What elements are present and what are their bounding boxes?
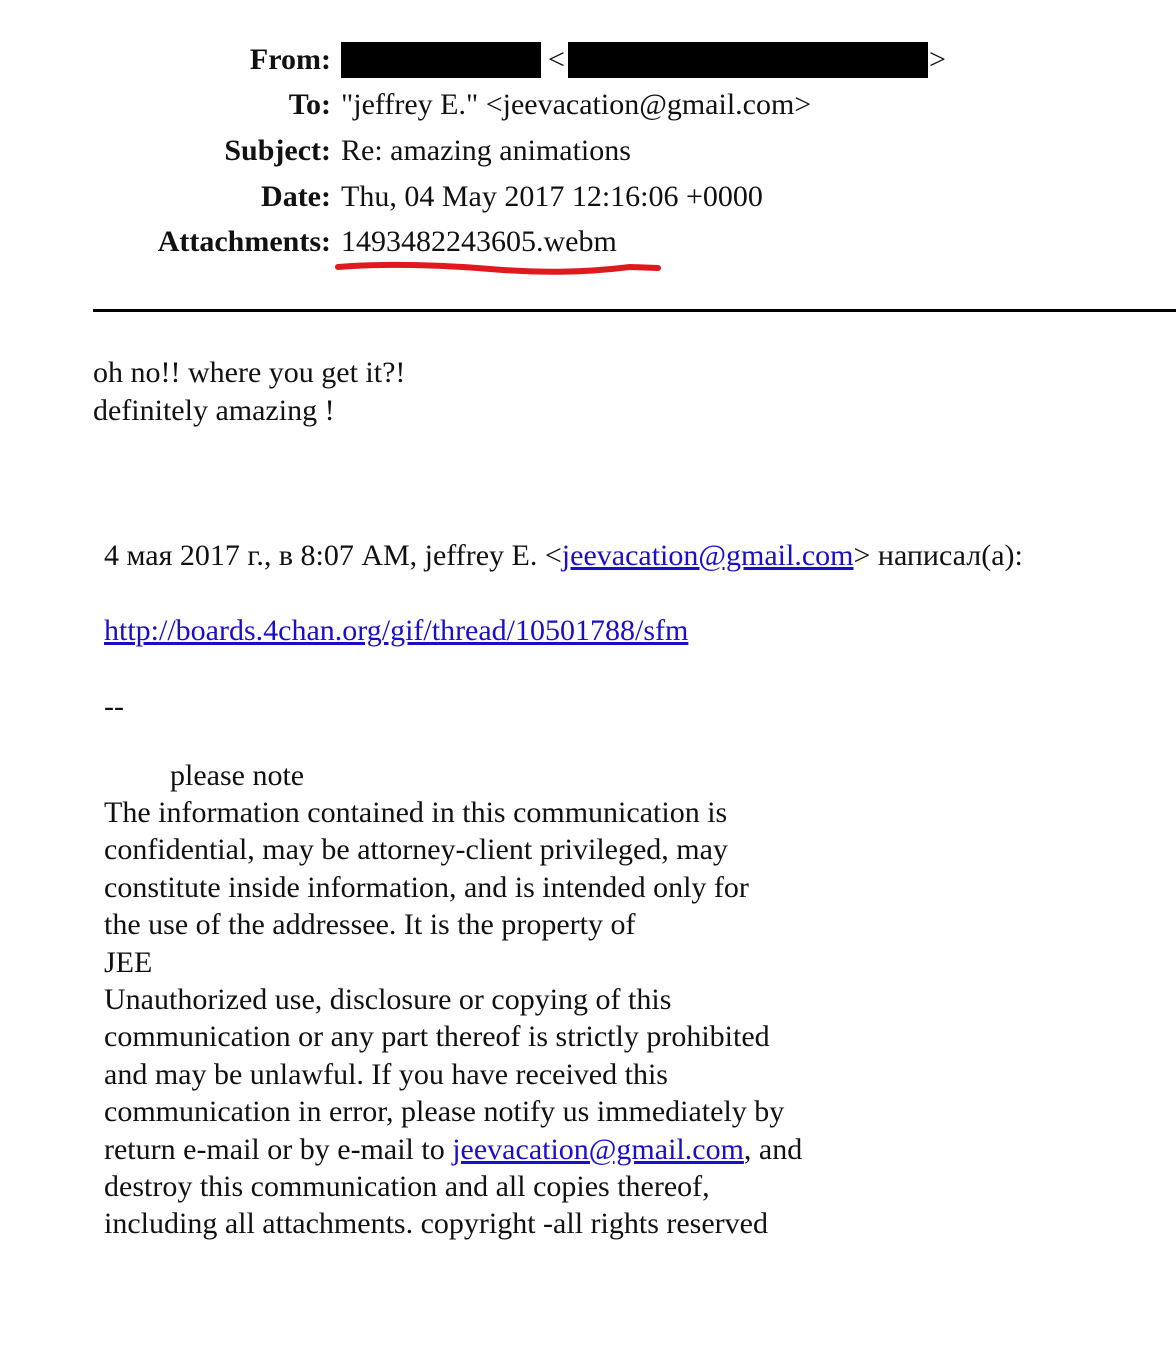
disclaimer-line: destroy this communication and all copies thereof, xyxy=(104,1170,710,1203)
disclaimer-line: the use of the addressee. It is the property of xyxy=(104,908,636,942)
red-underline-annotation xyxy=(330,255,670,285)
disclaimer-line: and may be unlawful. If you have received this xyxy=(104,1057,668,1091)
return-suffix: , and xyxy=(743,1132,803,1166)
redacted-sender-email xyxy=(568,42,928,78)
subject-value: Re: amazing animations xyxy=(341,134,631,167)
body-line: definitely amazing ! xyxy=(93,394,335,427)
disclaimer-line: confidential, may be attorney-client privileged, may xyxy=(104,833,728,867)
quote-intro-suffix: > написал(а): xyxy=(853,539,1023,572)
date-row xyxy=(0,177,1176,217)
disclaimer-line: The information contained in this communication is xyxy=(104,796,728,829)
header-divider xyxy=(93,309,1176,312)
return-prefix: return e-mail or by e-mail to xyxy=(104,1132,453,1166)
to-label: To: xyxy=(288,88,331,121)
body-line: oh no!! where you get it?! xyxy=(93,356,406,389)
to-value: "jeffrey E." <jeevacation@gmail.com> xyxy=(341,88,812,121)
disclaimer-line: constitute inside information, and is intended only for xyxy=(104,870,749,904)
subject-row xyxy=(0,131,1176,171)
email-link[interactable]: jeevacation@gmail.com xyxy=(561,539,854,572)
thread-link[interactable]: http://boards.4chan.org/gif/thread/10501788/sfm xyxy=(104,614,689,647)
to-row xyxy=(0,85,1176,125)
signature-separator: -- xyxy=(104,690,124,723)
date-label: Date: xyxy=(261,180,331,213)
redacted-sender-name xyxy=(341,42,541,78)
subject-label: Subject: xyxy=(224,134,331,167)
angle-open: < xyxy=(548,43,565,76)
disclaimer-line xyxy=(104,1131,802,1169)
disclaimer-line: communication in error, please notify us immediately by xyxy=(104,1095,785,1129)
disclaimer-line: communication or any part thereof is strictly prohibited xyxy=(104,1020,770,1054)
from-row xyxy=(0,40,1176,80)
attachment-file[interactable]: 1493482243605.webm xyxy=(341,225,617,258)
quote-intro-prefix: 4 мая 2017 г., в 8:07 AM, jeffrey E. < xyxy=(104,539,562,572)
disclaimer-line: Unauthorized use, disclosure or copying of this xyxy=(104,983,672,1016)
from-label: From: xyxy=(249,43,331,76)
attachments-label: Attachments: xyxy=(157,225,331,258)
date-value: Thu, 04 May 2017 12:16:06 +0000 xyxy=(341,180,763,213)
angle-close: > xyxy=(929,43,946,76)
email-link[interactable]: jeevacation@gmail.com xyxy=(452,1132,744,1166)
note-title: please note xyxy=(170,759,305,792)
disclaimer-line: JEE xyxy=(104,945,153,979)
quote-intro xyxy=(104,537,1023,575)
disclaimer-line: including all attachments. copyright -all rights reserved xyxy=(104,1207,768,1241)
